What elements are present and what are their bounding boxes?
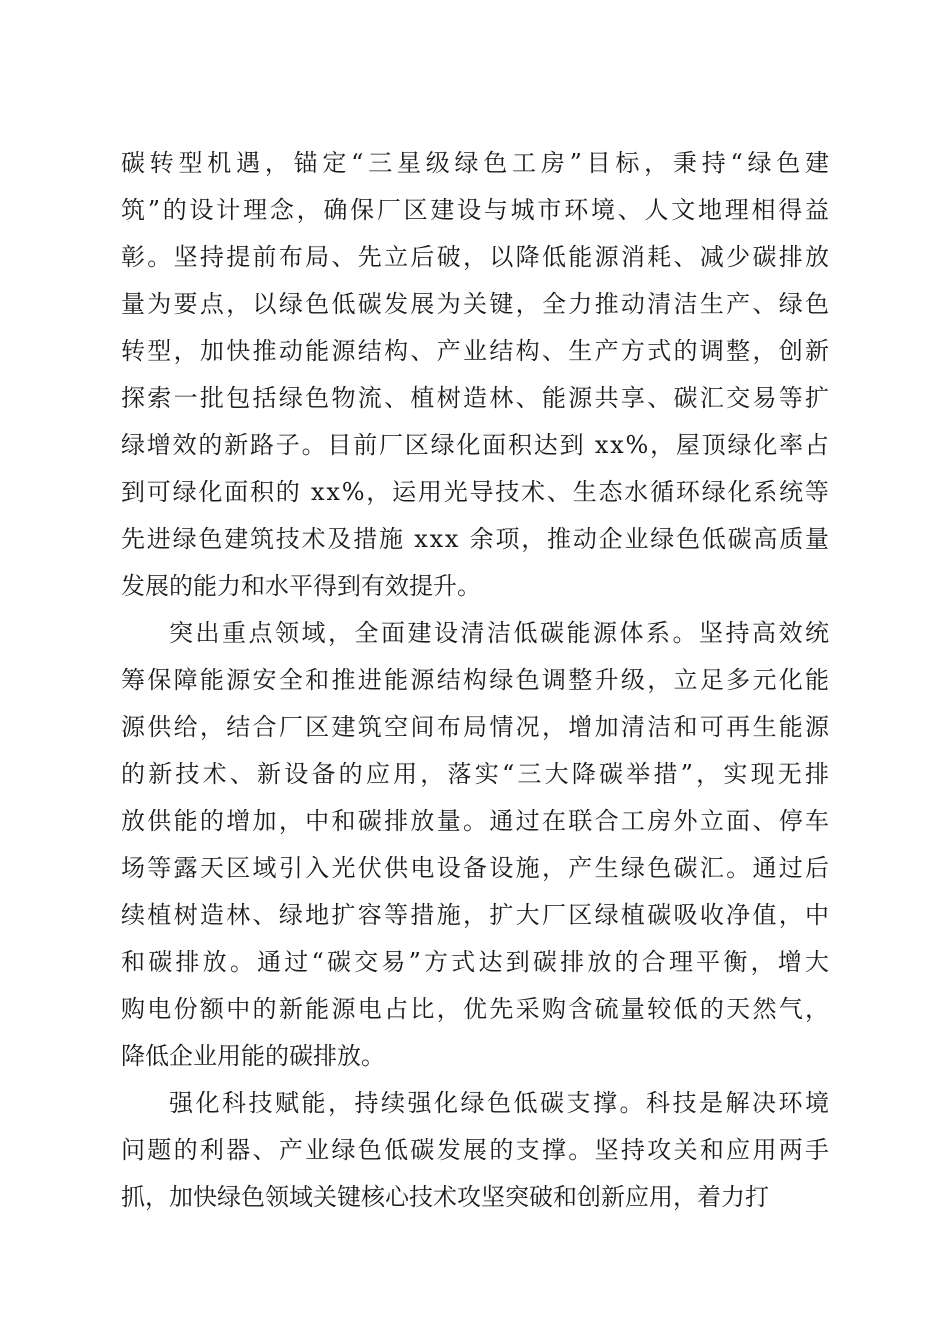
text-line: 购电份额中的新能源电占比，优先采购含硫量较低的天然气， [121, 995, 832, 1023]
text-line: 的新技术、新设备的应用，落实“三大降碳举措”，实现无排 [121, 760, 833, 788]
text-line: 放供能的增加，中和碳排放量。通过在联合工房外立面、停车 [121, 807, 832, 835]
text-line: 源供给，结合厂区建筑空间布局情况，增加清洁和可再生能源 [121, 713, 832, 741]
text-line: 降低企业用能的碳排放。 [121, 1042, 385, 1070]
text-line: 筹保障能源安全和推进能源结构绿色调整升级，立足多元化能 [121, 666, 832, 694]
text-line: 发展的能力和水平得到有效提升。 [121, 572, 481, 600]
text-line: 突出重点领域，全面建设清洁低碳能源体系。坚持高效统 [169, 619, 832, 647]
text-line: 先进绿色建筑技术及措施 xxx 余项，推动企业绿色低碳高质量 [121, 525, 831, 553]
text-line: 筑”的设计理念，确保厂区建设与城市环境、人文地理相得益 [121, 196, 832, 224]
text-line: 量为要点，以绿色低碳发展为关键，全力推动清洁生产、绿色 [121, 290, 832, 318]
text-line: 问题的利器、产业绿色低碳发展的支撑。坚持攻关和应用两手 [121, 1136, 832, 1164]
text-line: 强化科技赋能，持续强化绿色低碳支撑。科技是解决环境 [169, 1089, 832, 1117]
text-line: 绿增效的新路子。目前厂区绿化面积达到 xx%，屋顶绿化率占 [121, 431, 831, 459]
text-line: 碳转型机遇，锚定“三星级绿色工房”目标，秉持“绿色建 [121, 149, 834, 177]
text-line: 和碳排放。通过“碳交易”方式达到碳排放的合理平衡，增大 [121, 948, 833, 976]
text-line: 抓，加快绿色领域关键核心技术攻坚突破和创新应用，着力打 [121, 1183, 769, 1211]
text-line: 探索一批包括绿色物流、植树造林、能源共享、碳汇交易等扩 [121, 384, 832, 412]
text-line: 彰。坚持提前布局、先立后破，以降低能源消耗、减少碳排放 [121, 243, 832, 271]
text-line: 转型，加快推动能源结构、产业结构、生产方式的调整，创新 [121, 337, 832, 365]
text-line: 场等露天区域引入光伏供电设备设施，产生绿色碳汇。通过后 [121, 854, 832, 882]
text-line: 续植树造林、绿地扩容等措施，扩大厂区绿植碳吸收净值，中 [121, 901, 832, 929]
text-line: 到可绿化面积的 xx%，运用光导技术、生态水循环绿化系统等 [121, 478, 831, 506]
